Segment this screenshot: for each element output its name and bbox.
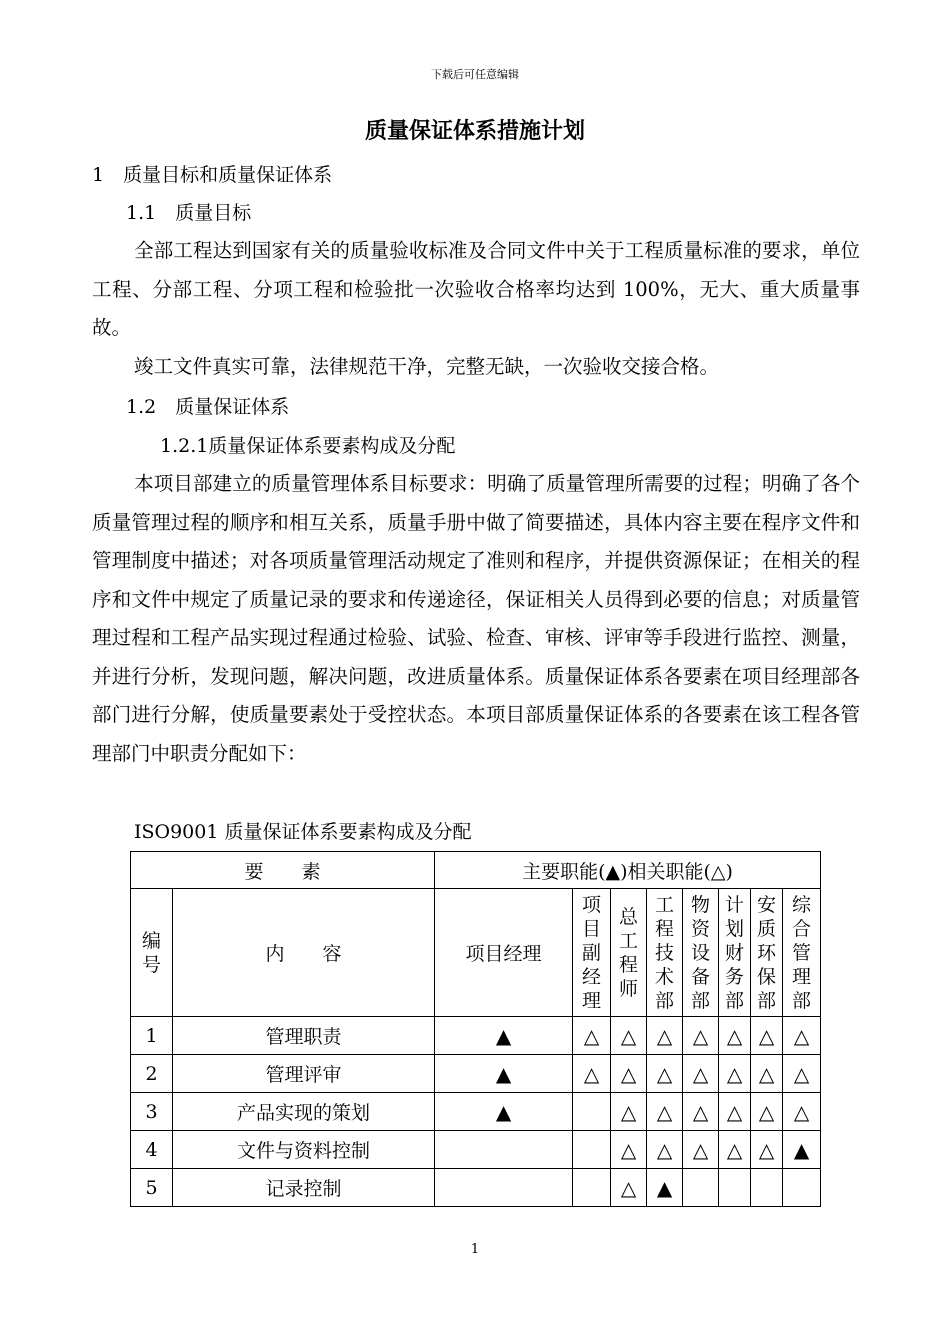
function-mark: △ [611,1055,647,1093]
goal-paragraph [92,232,860,348]
function-mark [573,1131,611,1169]
row-number: 1 [131,1017,173,1055]
section-1-2-heading: 1.2 质量保证体系 [126,396,290,418]
row-number: 3 [131,1093,173,1131]
role-header-label: 安质环保部 [757,893,777,1012]
function-mark: △ [683,1131,719,1169]
function-mark [573,1169,611,1207]
table-header-row [131,852,821,889]
function-mark: ▲ [435,1055,573,1093]
table-subheader-row [131,889,821,1017]
table-caption: ISO9001 质量保证体系要素构成及分配 [134,821,472,843]
role-header [611,889,647,1017]
completion-paragraph [92,348,860,387]
table-row [131,1131,821,1169]
page-number: 1 [470,1242,480,1257]
role-header: 项目经理 [435,889,573,1017]
role-header-label: 总工程师 [619,905,639,1000]
section-1-2-1-heading: 1.2.1质量保证体系要素构成及分配 [160,435,456,457]
role-header-label: 综合管理部 [792,893,812,1012]
role-header-label: 项目副经理 [582,893,602,1012]
row-content: 文件与资料控制 [173,1131,435,1169]
function-mark: △ [611,1169,647,1207]
function-mark: △ [683,1017,719,1055]
function-mark: ▲ [783,1131,821,1169]
row-number: 4 [131,1131,173,1169]
table-row [131,1017,821,1055]
role-header [783,889,821,1017]
function-mark: △ [683,1055,719,1093]
role-header [647,889,683,1017]
function-mark: △ [647,1131,683,1169]
header-functions: 主要职能(▲)相关职能(△) [435,852,821,889]
function-mark: △ [683,1093,719,1131]
function-mark: ▲ [647,1169,683,1207]
function-mark: △ [647,1055,683,1093]
function-mark: △ [751,1093,783,1131]
function-mark: △ [611,1131,647,1169]
function-mark: △ [573,1055,611,1093]
function-mark [683,1169,719,1207]
role-header-label: 物资设备部 [691,893,711,1012]
section-1-1-heading: 1.1 质量目标 [126,202,252,224]
function-mark: △ [573,1017,611,1055]
function-mark: △ [783,1017,821,1055]
function-mark: △ [751,1131,783,1169]
system-paragraph-text: 本项目部建立的质量管理体系目标要求：明确了质量管理所需要的过程；明确了各个质量管理过程的顺序和相互关系，质量手册中做了简要描述，具体内容主要在程序文件和管理制度中描述；对各项质量管理活动规定了准则和程序，并提供资源保证；在相关的程序和文件中规定了质量记录的要求和传递途径，保证相关人员得到必要的信息；对质量管理过程和工程产品实现过程通过检验、试验、检查、审核、评审等手段进行监控、测量，并进行分析，发现问题，解决问题，改进质量体系。质量保证体系各要素在项目经理部各部门进行分解，使质量要素处于受控状态。本项目部质量保证体系的各要素在该工程各管理部门中职责分配如下： [92,472,860,765]
function-mark: △ [783,1055,821,1093]
page-title: 质量保证体系措施计划 [364,118,585,144]
table-row [131,1169,821,1207]
col-content-header: 内 容 [173,889,435,1017]
function-mark: △ [751,1055,783,1093]
role-header [751,889,783,1017]
function-mark [435,1131,573,1169]
row-content: 产品实现的策划 [173,1093,435,1131]
header-elements: 要 素 [131,852,435,889]
row-number: 2 [131,1055,173,1093]
row-number: 5 [131,1169,173,1207]
function-mark: ▲ [435,1017,573,1055]
role-header [719,889,751,1017]
role-header [573,889,611,1017]
role-header-label: 计划财务部 [725,893,745,1012]
row-content: 记录控制 [173,1169,435,1207]
col-number-label: 编号 [142,929,162,976]
function-mark [573,1093,611,1131]
function-mark [719,1169,751,1207]
function-mark: △ [647,1017,683,1055]
table-row [131,1093,821,1131]
row-content: 管理职责 [173,1017,435,1055]
function-mark: ▲ [435,1093,573,1131]
col-number-header [131,889,173,1017]
function-mark: △ [611,1017,647,1055]
function-mark [435,1169,573,1207]
function-mark: △ [719,1093,751,1131]
section-1-heading: 1 质量目标和质量保证体系 [92,164,333,186]
function-mark [783,1169,821,1207]
function-mark [751,1169,783,1207]
completion-paragraph-text: 竣工文件真实可靠，法律规范干净，完整无缺，一次验收交接合格。 [134,355,720,378]
table-row [131,1055,821,1093]
function-mark: △ [719,1055,751,1093]
function-mark: △ [783,1093,821,1131]
elements-table [130,851,821,1207]
function-mark: △ [647,1093,683,1131]
function-mark: △ [719,1017,751,1055]
role-header-label: 工程技术部 [655,893,675,1012]
system-paragraph [92,465,860,773]
role-header [683,889,719,1017]
function-mark: △ [751,1017,783,1055]
function-mark: △ [611,1093,647,1131]
row-content: 管理评审 [173,1055,435,1093]
function-mark: △ [719,1131,751,1169]
goal-paragraph-text: 全部工程达到国家有关的质量验收标准及合同文件中关于工程质量标准的要求，单位工程、分部工程、分项工程和检验批一次验收合格率均达到 100%，无大、重大质量事故。 [92,239,860,339]
header-note: 下载后可任意编辑 [431,68,519,81]
